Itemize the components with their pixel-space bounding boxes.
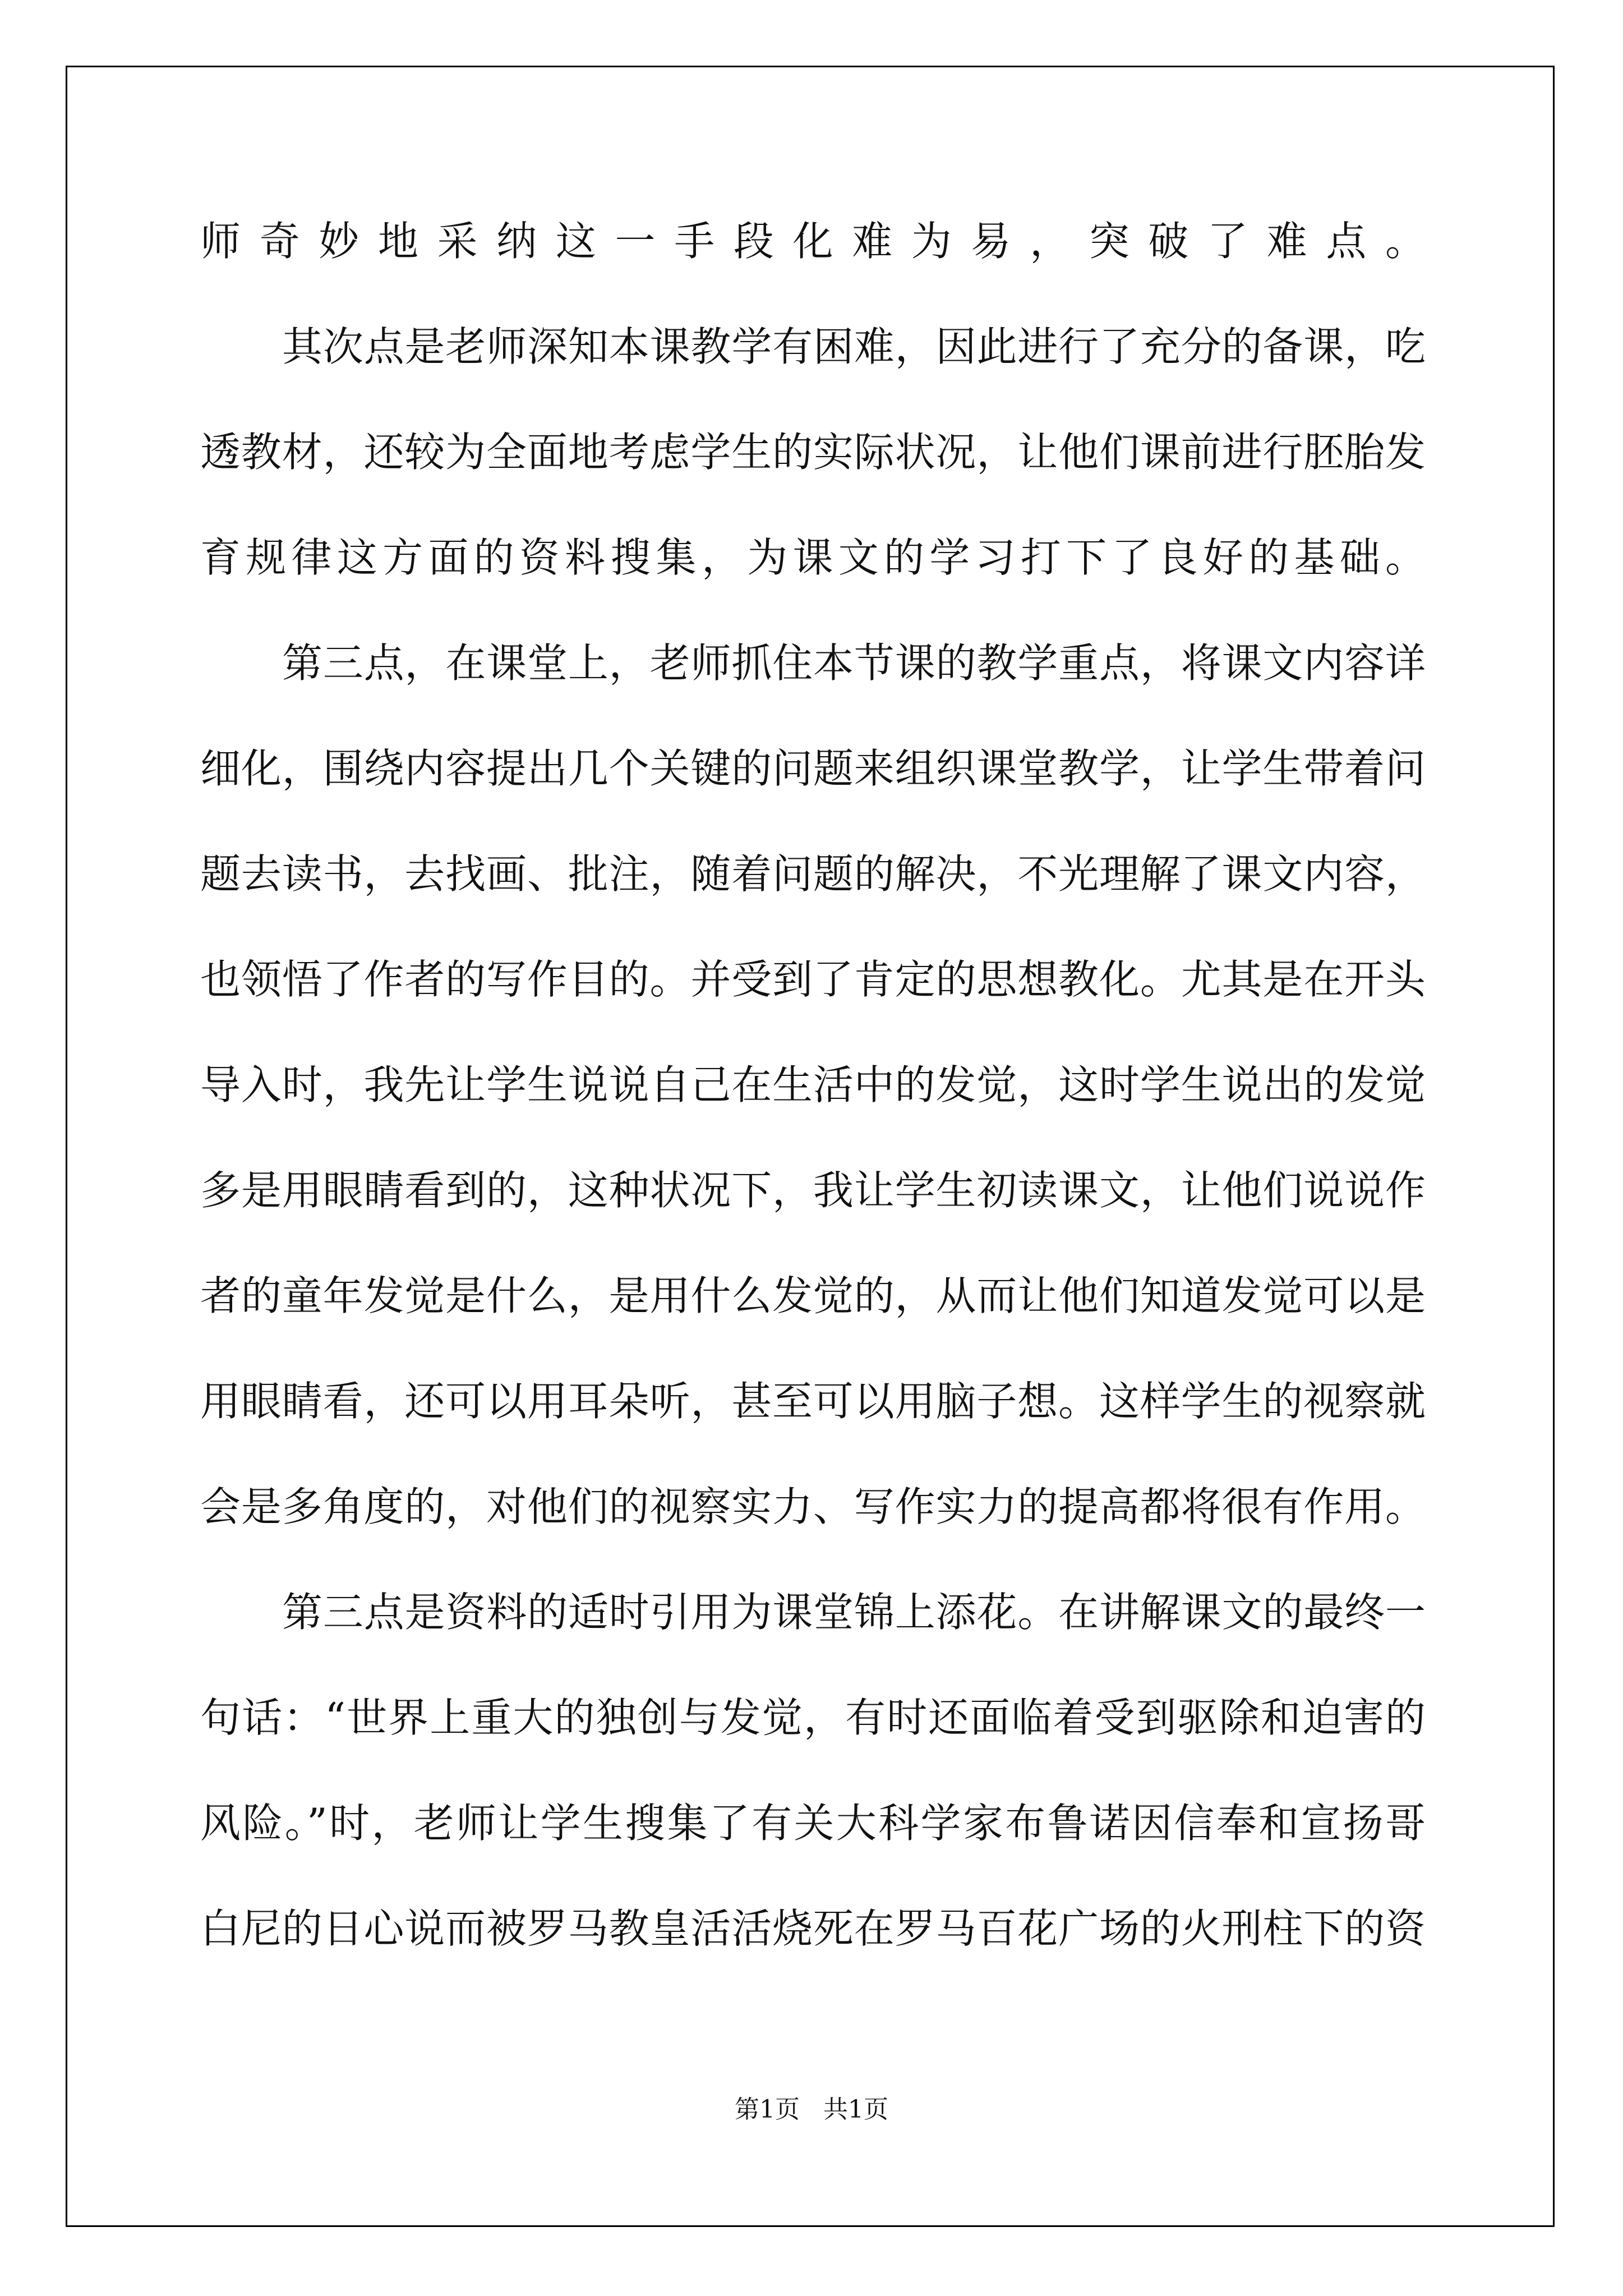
text-line: 也领悟了作者的写作目的。并受到了肯定的思想教化。尤其是在开头 xyxy=(200,956,1426,1003)
paragraph-start-line: 其次点是老师深知本课教学有困难，因此进行了充分的备课，吃 xyxy=(282,323,1426,370)
text-line: 透教材，还较为全面地考虑学生的实际状况，让他们课前进行胚胎发 xyxy=(200,429,1426,476)
text-line: 导入时，我先让学生说说自己在生活中的发觉，这时学生说出的发觉 xyxy=(200,1061,1426,1108)
text-line: 句话：“世界上重大的独创与发觉，有时还面临着受到驱除和迫害的 xyxy=(200,1694,1426,1741)
text-line: 者的童年发觉是什么，是用什么发觉的，从而让他们知道发觉可以是 xyxy=(200,1272,1426,1319)
text-line: 育规律这方面的资料搜集，为课文的学习打下了良好的基础。 xyxy=(200,534,1426,581)
text-line: 白尼的日心说而被罗马教皇活活烧死在罗马百花广场的火刑柱下的资 xyxy=(200,1905,1426,1952)
paragraph-start-line: 第三点是资料的适时引用为课堂锦上添花。在讲解课文的最终一 xyxy=(282,1589,1426,1636)
page-number-footer: 第1页 共1页 xyxy=(735,2095,888,2124)
text-line: 题去读书，去找画、批注，随着问题的解决，不光理解了课文内容， xyxy=(200,850,1426,898)
text-line: 多是用眼睛看到的，这种状况下，我让学生初读课文，让他们说说作 xyxy=(200,1167,1426,1214)
text-line: 会是多角度的，对他们的视察实力、写作实力的提高都将很有作用。 xyxy=(200,1483,1426,1530)
text-line: 用眼睛看，还可以用耳朵听，甚至可以用脑子想。这样学生的视察就 xyxy=(200,1378,1426,1425)
paragraph-start-line: 第三点，在课堂上，老师抓住本节课的教学重点，将课文内容详 xyxy=(282,639,1426,687)
text-line: 细化，围绕内容提出几个关键的问题来组织课堂教学，让学生带着问 xyxy=(200,745,1426,792)
text-line: 师奇妙地采纳这一手段化难为易，突破了难点。 xyxy=(200,218,1426,265)
text-line: 风险。”时，老师让学生搜集了有关大科学家布鲁诺因信奉和宣扬哥 xyxy=(200,1800,1426,1847)
